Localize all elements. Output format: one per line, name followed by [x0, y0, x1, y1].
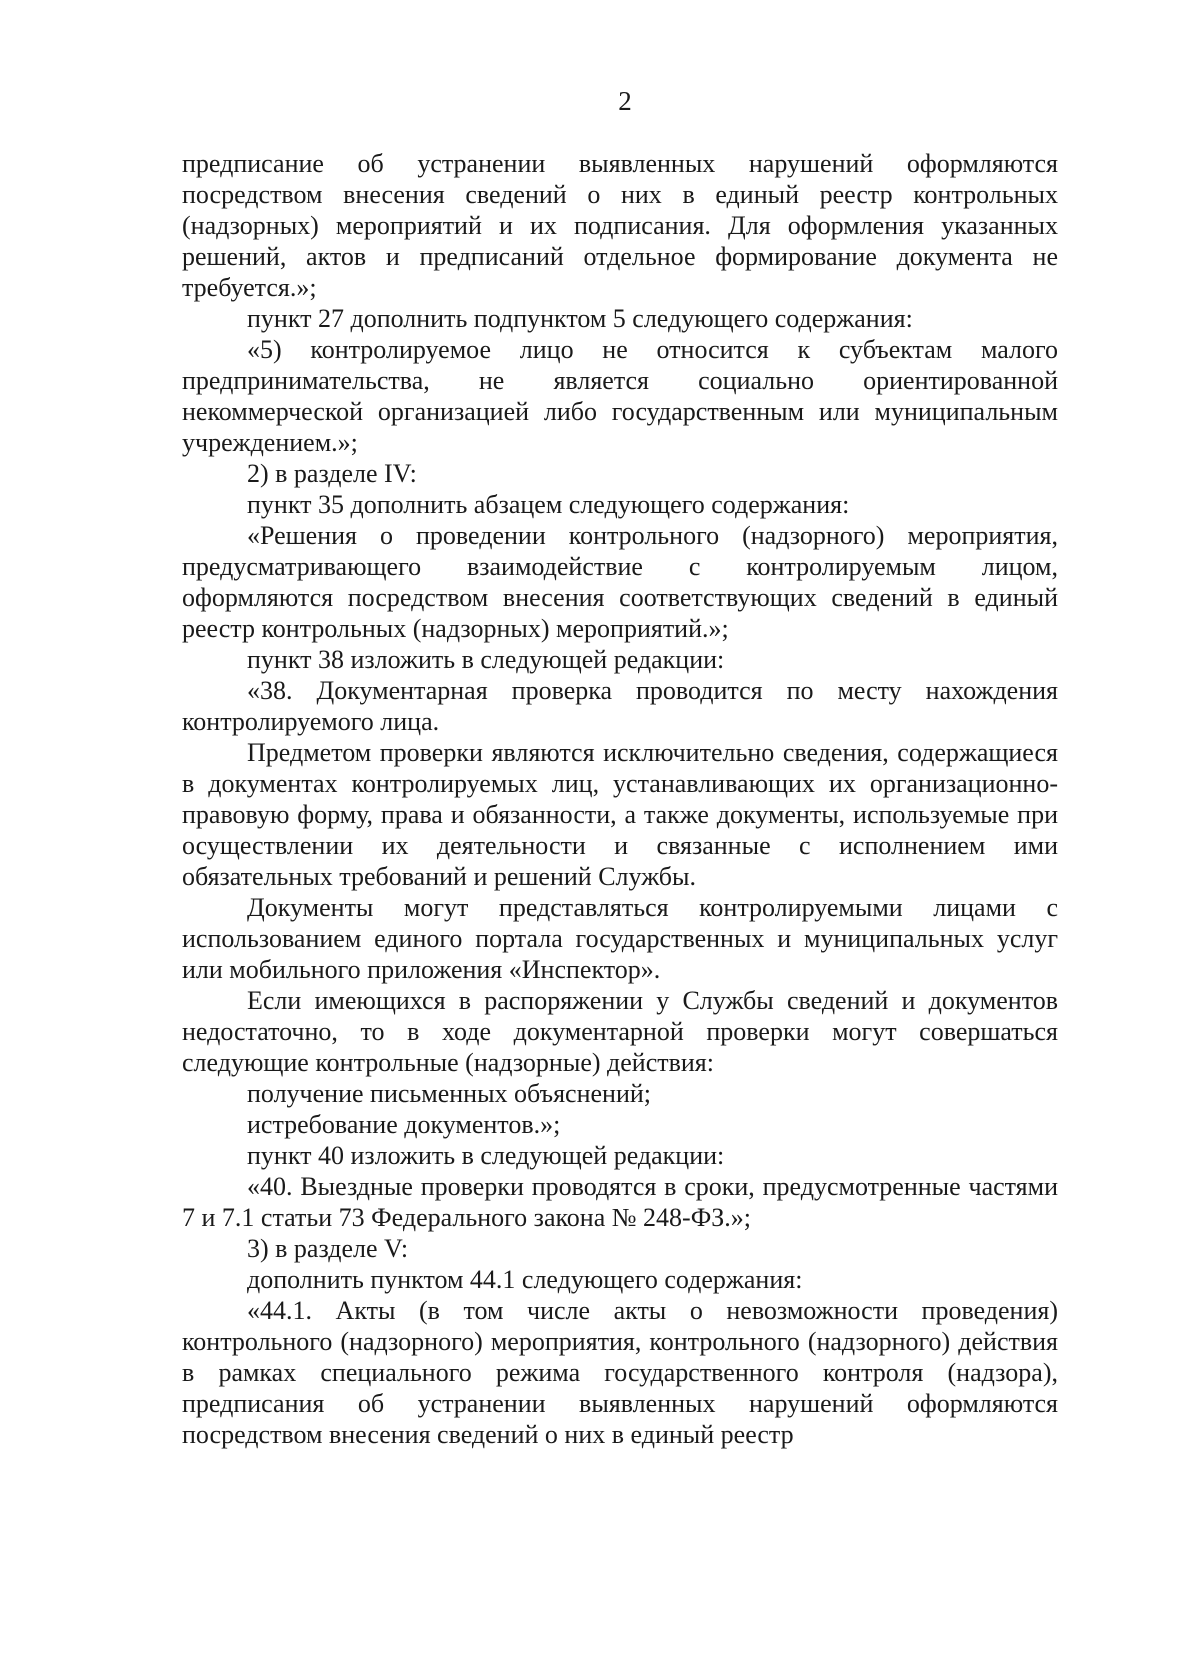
paragraph: получение письменных объяснений; — [247, 1079, 651, 1108]
paragraph: дополнить пунктом 44.1 следующего содержания: — [247, 1265, 803, 1294]
paragraph: предписание об устранении выявленных нарушений оформляются посредством внесения сведений о них в единый реестр контрольных (надзорных) мероприятий и их подписания. Для оформления указанных решений, актов и предписаний отдельное формирование документа не требуется.»; — [182, 149, 1058, 302]
paragraph: 3) в разделе V: — [247, 1234, 409, 1263]
paragraph: истребование документов.»; — [247, 1110, 561, 1139]
paragraph: Документы могут представляться контролируемыми лицами с использованием единого портала государственных и муниципальных услуг или мобильного приложения «Инспектор». — [182, 893, 1058, 984]
paragraph: «Решения о проведении контрольного (надзорного) мероприятия, предусматривающего взаимодействие с контролируемым лицом, оформляются посредством внесения соответствующих сведений в единый реестр контрольных (надзорных) мероприятий.»; — [182, 521, 1058, 643]
paragraph: пункт 35 дополнить абзацем следующего содержания: — [247, 490, 850, 519]
page-number: 2 — [618, 86, 632, 116]
paragraph: «5) контролируемое лицо не относится к субъектам малого предпринимательства, не является социально ориентированной некоммерческой организацией либо государственным или муниципальным учреждением.»; — [182, 335, 1058, 457]
paragraph: «44.1. Акты (в том числе акты о невозможности проведения) контрольного (надзорного) мероприятия, контрольного (надзорного) действия в рамках специального режима государственного контроля (надзора), предписания об устранении выявленных нарушений оформляются посредством внесения сведений о них в единый реестр — [182, 1296, 1058, 1449]
paragraph: «40. Выездные проверки проводятся в сроки, предусмотренные частями 7 и 7.1 статьи 73 Федерального закона № 248-ФЗ.»; — [182, 1172, 1058, 1232]
paragraph: Если имеющихся в распоряжении у Службы сведений и документов недостаточно, то в ходе документарной проверки могут совершаться следующие контрольные (надзорные) действия: — [182, 986, 1058, 1077]
paragraph: 2) в разделе IV: — [247, 459, 417, 488]
paragraph: пункт 27 дополнить подпунктом 5 следующего содержания: — [247, 304, 913, 333]
document-body — [182, 148, 1058, 1450]
paragraph: Предметом проверки являются исключительно сведения, содержащиеся в документах контролируемых лиц, устанавливающих их организационно-правовую форму, права и обязанности, а также документы, используемые при осуществлении их деятельности и связанные с исполнением ими обязательных требований и решений Службы. — [182, 738, 1058, 891]
paragraph: пункт 40 изложить в следующей редакции: — [247, 1141, 725, 1170]
paragraph: пункт 38 изложить в следующей редакции: — [247, 645, 725, 674]
paragraph: «38. Документарная проверка проводится по месту нахождения контролируемого лица. — [182, 676, 1058, 736]
